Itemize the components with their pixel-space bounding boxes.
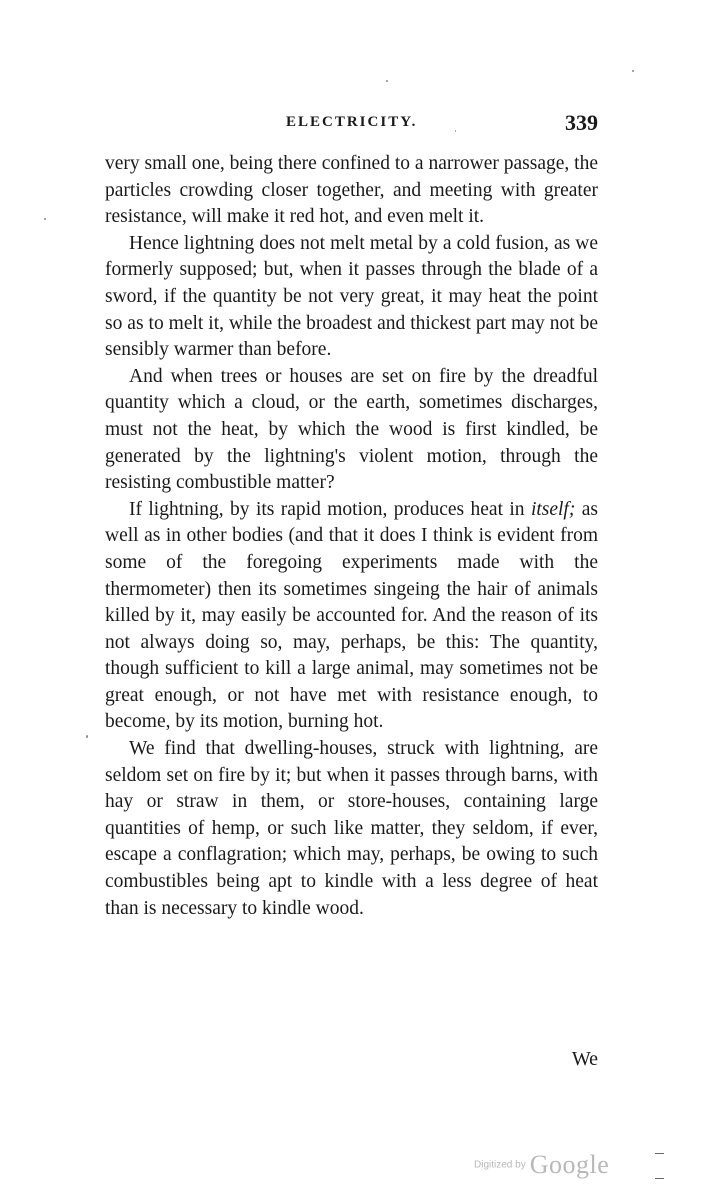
catchword: We: [571, 1048, 598, 1070]
paragraph-3: [105, 364, 598, 497]
paragraph-3-text: And when trees or houses are set on fire by the dreadful quantity which a cloud, or the earth, sometimes discharges, must not the heat, by which the wood is first kindled, be generated by the lightning's violent motion, through the resisting combustible matter?: [105, 365, 598, 494]
paragraph-5: [105, 736, 598, 922]
scan-speck: [386, 80, 388, 82]
running-head: [105, 110, 598, 140]
scan-speck: [632, 70, 634, 72]
paragraph-1-text: very small one, being there confined to a narrower passage, the particles crowding closer together, and meeting with greater resistance, will make it red hot, and even melt it.: [105, 153, 598, 228]
paragraph-2-text: Hence lightning does not melt metal by a cold fusion, as we formerly supposed; but, when it passes through the blade of a sword, if the quantity be not very great, it may heat the point so as to melt it, while the broadest and thickest part may not be sensibly warmer than before.: [105, 232, 598, 361]
paragraph-2: [105, 231, 598, 364]
paragraph-5-text: We find that dwelling-houses, struck with lightning, are seldom set on fire by it; but when it passes through barns, with hay or straw in them, or store-houses, containing large quantities of hemp, or such like matter, they seldom, if ever, escape a conflagration; which may, perhaps, be owing to such combustibles being apt to kindle with a less degree of heat than is necessary to kindle wood.: [105, 738, 598, 919]
digitized-watermark: [474, 1150, 609, 1180]
paragraph-4: [105, 497, 598, 736]
watermark-prefix: Digitized by: [474, 1159, 526, 1171]
watermark-brand: Google: [529, 1150, 610, 1179]
scan-speck: [86, 735, 88, 738]
page-number: 339: [565, 110, 598, 135]
scan-mark: [655, 1178, 664, 1179]
scan-mark: [655, 1153, 664, 1154]
running-title: ELECTRICITY.: [286, 114, 418, 130]
paragraph-1: [105, 151, 598, 231]
paragraph-4-italic-word: itself;: [530, 498, 576, 520]
body-text: [105, 151, 598, 922]
scan-speck: [44, 218, 46, 220]
paragraph-4-text-before: If lightning, by its rapid motion, produces heat in: [129, 498, 531, 520]
scan-speck: [455, 130, 456, 132]
paragraph-4-text-after: as well as in other bodies (and that it does I think is evident from some of the foregoing experiments made with the thermometer) then its sometimes singeing the hair of animals killed by it, may easily be accounted for. And the reason of its not always doing so, may, perhaps, be this: The quantity, though sufficient to kill a large animal, may sometimes not be great enough, or not have met with resistance enough, to become, by its motion, burning hot.: [105, 498, 598, 733]
